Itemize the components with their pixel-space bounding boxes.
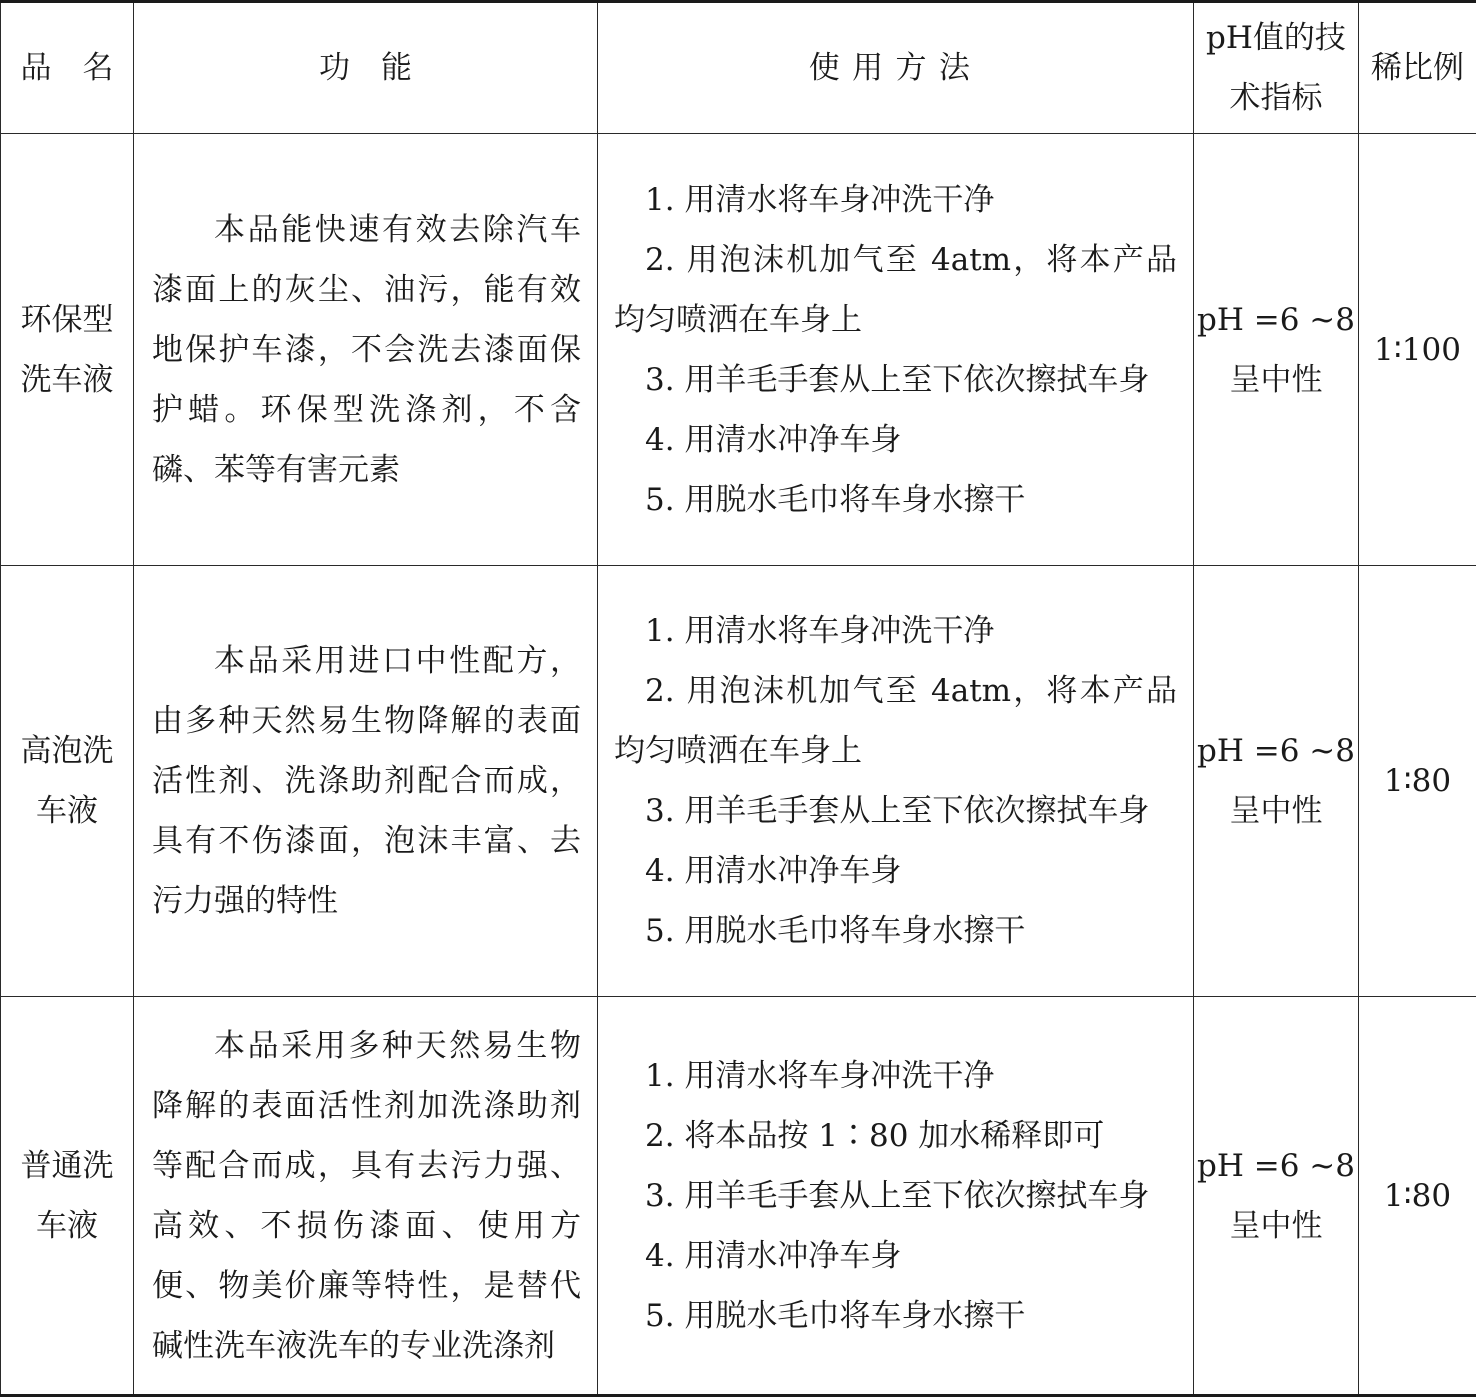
table-header-row [1,2,1476,134]
ph-cell [1194,566,1359,997]
header-dilution-text: 稀比例 [1371,50,1464,86]
header-ph-line2: 术指标 [1194,68,1358,128]
usage-step: 2. 用泡沫机加气至 4atm，将本产品均匀喷洒在车身上 [614,661,1177,781]
usage-step: 4. 用清水冲净车身 [614,1226,1177,1286]
product-name-cell [1,566,134,997]
usage-step: 5. 用脱水毛巾将车身水擦干 [614,1286,1177,1346]
usage-method-cell [598,997,1194,1396]
header-function-text: 功 能 [319,50,412,86]
usage-step: 5. 用脱水毛巾将车身水擦干 [614,470,1177,530]
usage-step: 4. 用清水冲净车身 [614,841,1177,901]
function-cell [134,566,598,997]
header-dilution-ratio [1359,2,1476,134]
dilution-cell [1359,566,1476,997]
dilution-ratio: 1∶80 [1384,1178,1451,1214]
ph-property: 呈中性 [1194,1196,1358,1256]
usage-step: 2. 用泡沫机加气至 4atm，将本产品均匀喷洒在车身上 [614,230,1177,350]
ph-range: pH =6 ~8 [1194,1136,1358,1196]
function-text: 本品采用多种天然易生物降解的表面活性剂加洗涤助剂等配合而成，具有去污力强、高效、不损伤漆面、使用方便、物美价廉等特性，是替代碱性洗车液洗车的专业洗涤剂 [152,1016,581,1376]
usage-step: 1. 用清水将车身冲洗干净 [614,601,1177,661]
usage-step: 5. 用脱水毛巾将车身水擦干 [614,901,1177,961]
function-cell [134,997,598,1396]
dilution-ratio: 1∶100 [1374,332,1461,368]
dilution-ratio: 1∶80 [1384,763,1451,799]
function-text: 本品采用进口中性配方，由多种天然易生物降解的表面活性剂、洗涤助剂配合而成，具有不伤漆面，泡沫丰富、去污力强的特性 [152,631,581,931]
product-name-line1: 环保型 [9,290,125,350]
usage-step: 1. 用清水将车身冲洗干净 [614,1046,1177,1106]
header-usage-method [598,2,1194,134]
product-name-cell [1,134,134,566]
product-name-line2: 车液 [9,1196,125,1256]
product-name-line1: 普通洗 [9,1136,125,1196]
usage-step: 3. 用羊毛手套从上至下依次擦拭车身 [614,781,1177,841]
usage-step: 1. 用清水将车身冲洗干净 [614,170,1177,230]
product-name-cell [1,997,134,1396]
dilution-cell [1359,997,1476,1396]
header-product-name-text: 品 名 [21,50,114,86]
ph-cell [1194,997,1359,1396]
header-ph-line1: pH值的技 [1194,8,1358,68]
table-row [1,997,1476,1396]
usage-method-cell [598,134,1194,566]
table-row [1,134,1476,566]
ph-range: pH =6 ~8 [1194,721,1358,781]
ph-cell [1194,134,1359,566]
function-cell [134,134,598,566]
usage-step: 4. 用清水冲净车身 [614,410,1177,470]
usage-step: 3. 用羊毛手套从上至下依次擦拭车身 [614,350,1177,410]
dilution-cell [1359,134,1476,566]
function-text: 本品能快速有效去除汽车漆面上的灰尘、油污，能有效地保护车漆，不会洗去漆面保护蜡。环保型洗涤剂，不含磷、苯等有害元素 [152,200,581,500]
product-name-line1: 高泡洗 [9,721,125,781]
ph-property: 呈中性 [1194,781,1358,841]
header-ph-indicator [1194,2,1359,134]
header-function [134,2,598,134]
usage-step: 3. 用羊毛手套从上至下依次擦拭车身 [614,1166,1177,1226]
usage-method-cell [598,566,1194,997]
ph-range: pH =6 ~8 [1194,290,1358,350]
usage-step: 2. 将本品按 1∶80 加水稀释即可 [614,1106,1177,1166]
header-usage-method-text: 使用方法 [809,50,983,86]
product-name-line2: 车液 [9,781,125,841]
table-row [1,566,1476,997]
ph-property: 呈中性 [1194,350,1358,410]
header-product-name [1,2,134,134]
product-name-line2: 洗车液 [9,350,125,410]
